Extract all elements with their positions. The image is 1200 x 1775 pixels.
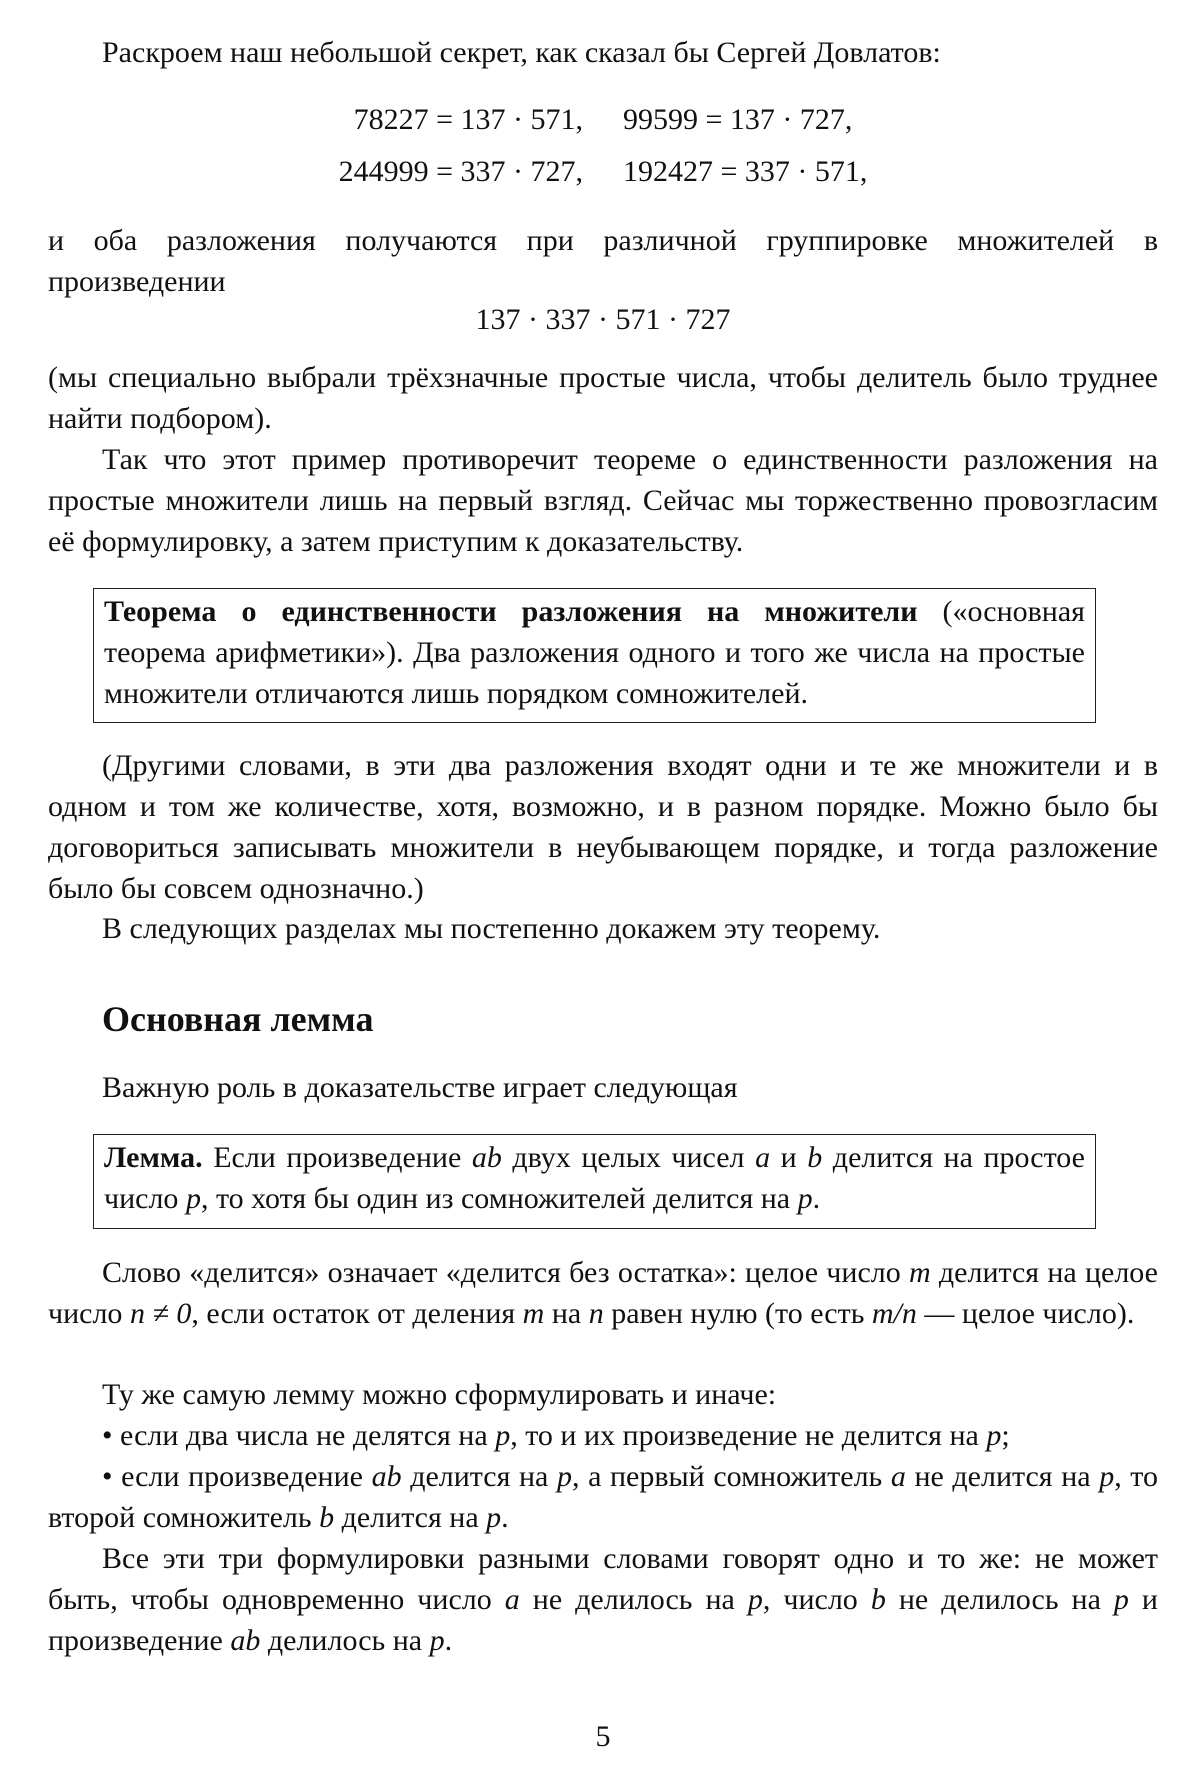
text-part: . [444,1624,453,1657]
all-three-paragraph [48,1538,1158,1661]
text-part: , то второй сомножитель [48,1460,1159,1534]
text-part: и произведение [48,1583,1158,1657]
text-part: на [544,1297,589,1330]
math-p: p [556,1460,572,1493]
math-ab: ab [230,1624,261,1657]
math-a: a [890,1460,906,1493]
so-paragraph: Так что этот пример противоречит теореме о единственности разложения на простые множители лишь на первый взгляд. Сейчас мы торжественно провозгласим её формулировку, а затем приступим к доказательству. [48,443,1158,558]
math-p: p [429,1624,445,1657]
text-part: ; [1001,1419,1010,1452]
other-words-paragraph: (Другими словами, в эти два разложения входят одни и те же множители и в одном и том же количестве, хотя, возможно, и в разном порядке. Можно было бы договориться записывать множители в неубывающем порядке, и тогда разложение было бы совсем однозначно.) [48,749,1158,905]
text-part: , то и их произведение не делится на [510,1419,987,1452]
text-part: делится на [334,1501,487,1534]
theorem-title: Теорема о единственности разложения на множители [104,595,918,628]
document-page [48,0,1158,1775]
lemma-text-part: двух целых чисел [501,1141,756,1174]
text-part: Все эти три формулировки разными словами говорят одно и то же: не может быть, чтобы одновременно число [48,1542,1158,1616]
theorem-box [93,588,1096,723]
lemma-text-part: и [770,1141,808,1174]
text-part: . [501,1501,509,1534]
text-part: Слово «делится» означает «делится без остатка»: целое число [102,1256,909,1289]
text-part: , если остаток от деления [191,1297,523,1330]
math-p: p [185,1182,201,1215]
text-part: не делилось на [519,1583,748,1616]
math-n-ne-0: n ≠ 0 [129,1297,192,1330]
lemma-title: Лемма. [104,1141,203,1174]
text-part: • если произведение [102,1460,372,1493]
special-paragraph: (мы специально выбрали трёхзначные простые числа, чтобы делитель было труднее найти подбором). [48,361,1158,435]
bullet-item-2 [48,1456,1158,1538]
lemma-text [104,1137,1085,1219]
text-part: делится на целое число [48,1256,1158,1330]
text-part: равен нулю (то есть [603,1297,872,1330]
intro-paragraph: Раскроем наш небольшой секрет, как сказал бы Сергей Довлатов: [102,36,941,69]
lemma-text-part: Если произведение [202,1141,472,1174]
theorem-body: («основная теорема арифметики»). Два разложения одного и того же числа на простые множители отличаются лишь порядком сомножителей. [104,595,1085,710]
text-part: не делилось на [885,1583,1114,1616]
equation-192427: 192427 = 337 · 571, [623,155,868,188]
next-sections-paragraph: В следующих разделах мы постепенно докажем эту теорему. [102,912,881,945]
math-p: p [495,1419,511,1452]
math-b: b [319,1501,335,1534]
same-lemma-paragraph: Ту же самую лемму можно сформулировать и иначе: [102,1378,777,1411]
math-ab: ab [371,1460,402,1493]
math-p: p [797,1182,813,1215]
math-p: p [486,1501,502,1534]
math-a: a [504,1583,520,1616]
equation-row-1 [48,99,1158,140]
text-part: • если два числа не делятся на [102,1419,496,1452]
math-b: b [870,1583,886,1616]
math-p: p [986,1419,1002,1452]
page-number: 5 [595,1720,611,1753]
both-paragraph: и оба разложения получаются при различной группировке множителей в произведении [48,224,1158,298]
math-a: a [755,1141,771,1174]
math-m-over-n: m/n [871,1297,917,1330]
text-part: , а первый сомножитель [571,1460,891,1493]
math-m: m [522,1297,545,1330]
equation-78227: 78227 = 137 · 571, [353,103,583,136]
bullet-item-1 [48,1415,1158,1456]
product-equation: 137 · 337 · 571 · 727 [475,303,731,336]
equation-244999: 244999 = 337 · 727, [338,155,583,188]
text-part: , число [762,1583,871,1616]
text-part: делится на [401,1460,557,1493]
math-p: p [1099,1460,1115,1493]
equation-row-2 [48,151,1158,192]
math-n: n [588,1297,604,1330]
section-heading: Основная лемма [102,999,374,1039]
equation-99599: 99599 = 137 · 727, [623,103,853,136]
lemma-text-part: , то хотя бы один из сомножителей делится на [200,1182,798,1215]
text-part: делилось на [260,1624,430,1657]
math-p: p [1113,1583,1129,1616]
role-paragraph: Важную роль в доказательстве играет следующая [102,1071,738,1104]
theorem-text [104,591,1085,714]
lemma-box [93,1134,1096,1229]
text-part: не делится на [905,1460,1100,1493]
lemma-text-part: . [812,1182,821,1215]
word-paragraph [48,1252,1158,1334]
math-p: p [747,1583,763,1616]
text-part: — целое число). [916,1297,1135,1330]
math-ab: ab [471,1141,502,1174]
math-m: m [908,1256,931,1289]
lemma-text-part: делится на простое число [104,1141,1085,1215]
math-b: b [807,1141,823,1174]
